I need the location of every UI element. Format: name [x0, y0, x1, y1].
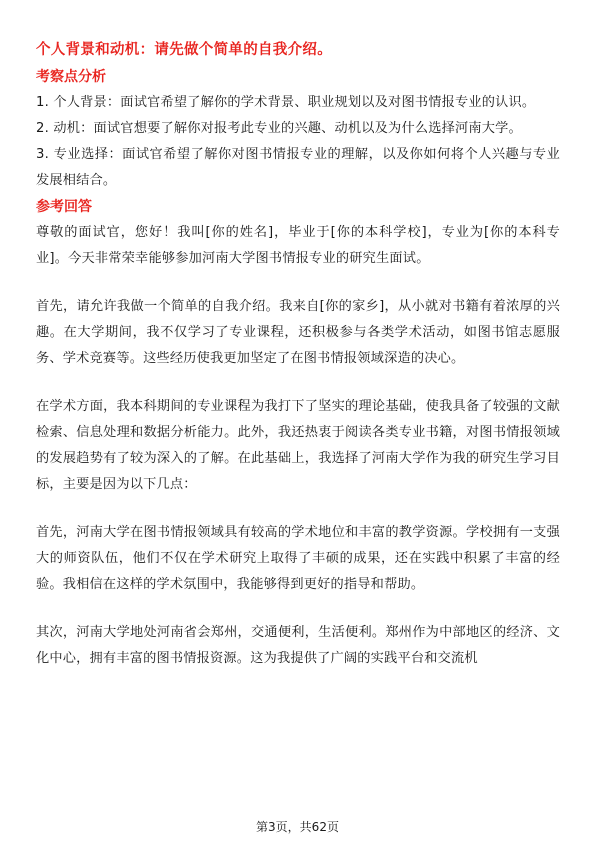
analysis-item: 3. 专业选择：面试官希望了解你对图书情报专业的理解，以及你如何将个人兴趣与专业发展相结合。: [36, 147, 560, 188]
analysis-item: 1. 个人背景：面试官希望了解你的学术背景、职业规划以及对图书情报专业的认识。: [36, 95, 536, 110]
answer-paragraph: 首先，河南大学在图书情报领域具有较高的学术地位和丰富的教学资源。学校拥有一支强大的师资队伍，他们不仅在学术研究上取得了丰硕的成果，还在实践中积累了丰富的经验。我相信在这样的学术氛围中，我能够得到更好的指导和帮助。: [36, 525, 560, 592]
question-title: 个人背景和动机：请先做个简单的自我介绍。: [36, 42, 332, 58]
page-footer: 第3页，共62页: [256, 820, 339, 834]
answer-paragraph: 其次，河南大学地处河南省会郑州，交通便利，生活便利。郑州作为中部地区的经济、文化中心，拥有丰富的图书情报资源。这为我提供了广阔的实践平台和交流机: [36, 625, 560, 666]
document-page: [36, 40, 560, 672]
answer-paragraph: 首先，请允许我做一个简单的自我介绍。我来自[你的家乡]，从小就对书籍有着浓厚的兴趣。在大学期间，我不仅学习了专业课程，还积极参与各类学术活动，如图书馆志愿服务、学术竞赛等。这些经历使我更加坚定了在图书情报领域深造的决心。: [36, 299, 560, 366]
answer-paragraph: 在学术方面，我本科期间的专业课程为我打下了坚实的理论基础，使我具备了较强的文献检索、信息处理和数据分析能力。此外，我还热衷于阅读各类专业书籍，对图书情报领域的发展趋势有了较为深入的了解。在此基础上，我选择了河南大学作为我的研究生学习目标，主要是因为以下几点：: [36, 399, 560, 492]
answer-paragraph: 尊敬的面试官，您好！我叫[你的姓名]，毕业于[你的本科学校]，专业为[你的本科专业]。今天非常荣幸能够参加河南大学图书情报专业的研究生面试。: [36, 225, 560, 266]
analysis-heading: 考察点分析: [36, 69, 106, 85]
answer-heading: 参考回答: [36, 199, 92, 215]
analysis-item: 2. 动机：面试官想要了解你对报考此专业的兴趣、动机以及为什么选择河南大学。: [36, 121, 522, 136]
